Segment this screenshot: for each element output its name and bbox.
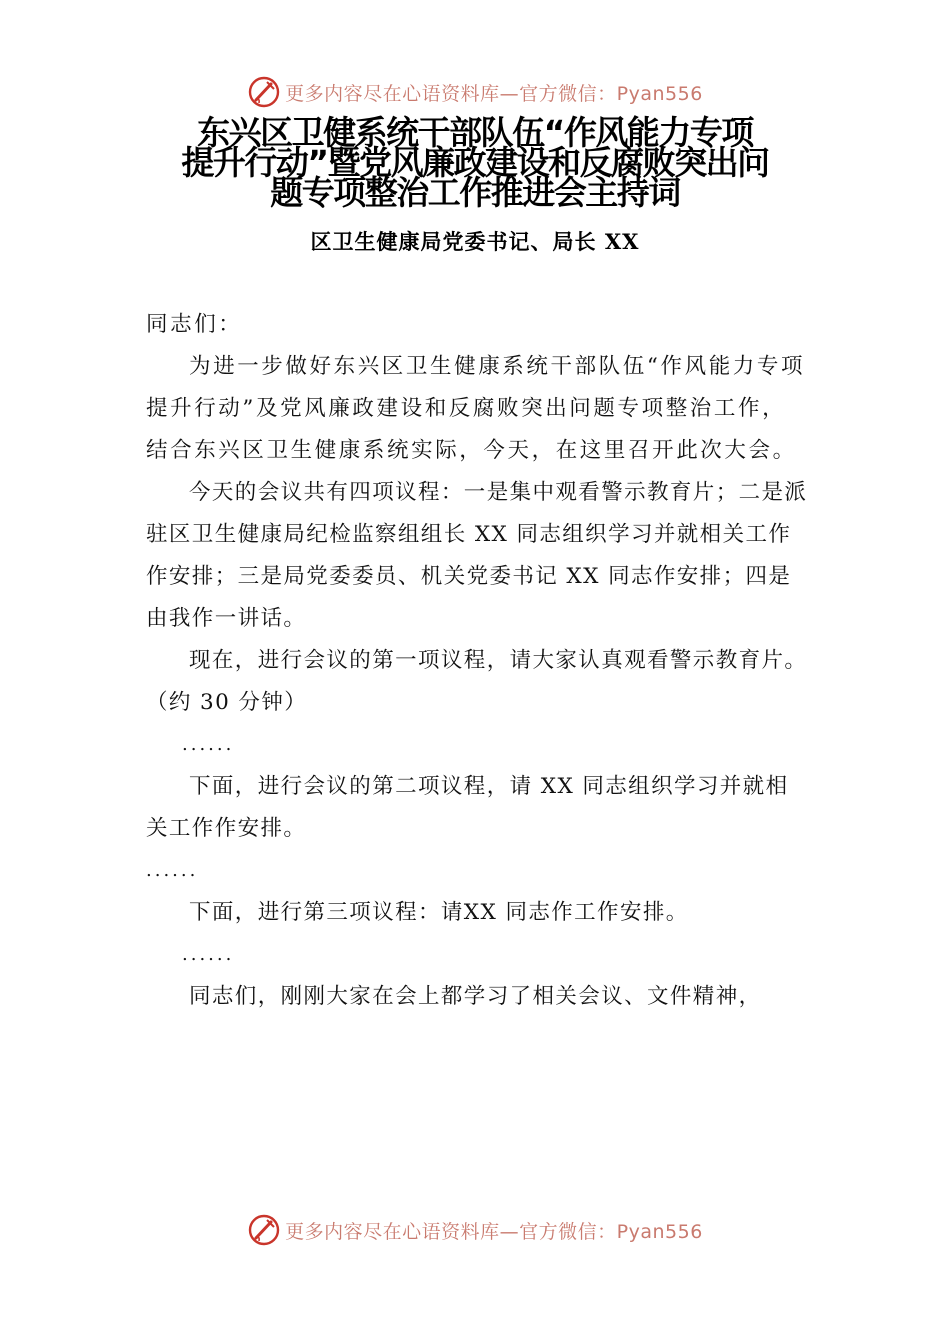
header-banner [0, 72, 950, 112]
banner-text: 更多内容尽在心语资料库—官方微信：Pyan556 [285, 82, 703, 105]
pen-circle-logo-icon [247, 75, 281, 109]
paragraph: 现在，进行会议的第一项议程，请大家认真观看警示教育片。（约 30 分钟） [146, 648, 808, 715]
title-line: 题专项整治工作推进会主持词 [270, 173, 680, 212]
ellipsis: ...... [182, 944, 235, 965]
paragraph: 同志们，刚刚大家在会上都学习了相关会议、文件精神， [189, 984, 762, 1009]
document-title [100, 113, 850, 212]
document-body [146, 304, 810, 1018]
paragraph: 为进一步做好东兴区卫生健康系统干部队伍“作风能力专项提升行动”及党风廉政建设和反腐败突出问题专项整治工作，结合东兴区卫生健康系统实际，今天，在这里召开此次大会。 [146, 354, 806, 463]
title-line: 提升行动”暨党风廉政建设和反腐败突出问 [181, 143, 769, 182]
paragraph: 下面，进行会议的第二项议程，请 XX 同志组织学习并就相关工作作安排。 [146, 774, 789, 841]
banner-text: 更多内容尽在心语资料库—官方微信：Pyan556 [285, 1220, 703, 1243]
title-line: 东兴区卫健系统干部队伍“作风能力专项 [197, 113, 753, 152]
document-subtitle: 区卫生健康局党委书记、局长 XX [310, 229, 640, 254]
ellipsis: ...... [182, 734, 235, 755]
pen-circle-logo-icon [247, 1213, 281, 1247]
footer-banner [0, 1210, 950, 1250]
ellipsis: ...... [146, 860, 199, 881]
paragraph: 今天的会议共有四项议程：一是集中观看警示教育片；二是派驻区卫生健康局纪检监察组组长 XX 同志组织学习并就相关工作作安排；三是局党委委员、机关党委书记 XX 同志作安排；四是由我作一讲话。 [146, 480, 808, 631]
paragraph: 下面，进行第三项议程：请XX 同志作工作安排。 [189, 900, 689, 925]
salutation: 同志们： [146, 312, 243, 337]
